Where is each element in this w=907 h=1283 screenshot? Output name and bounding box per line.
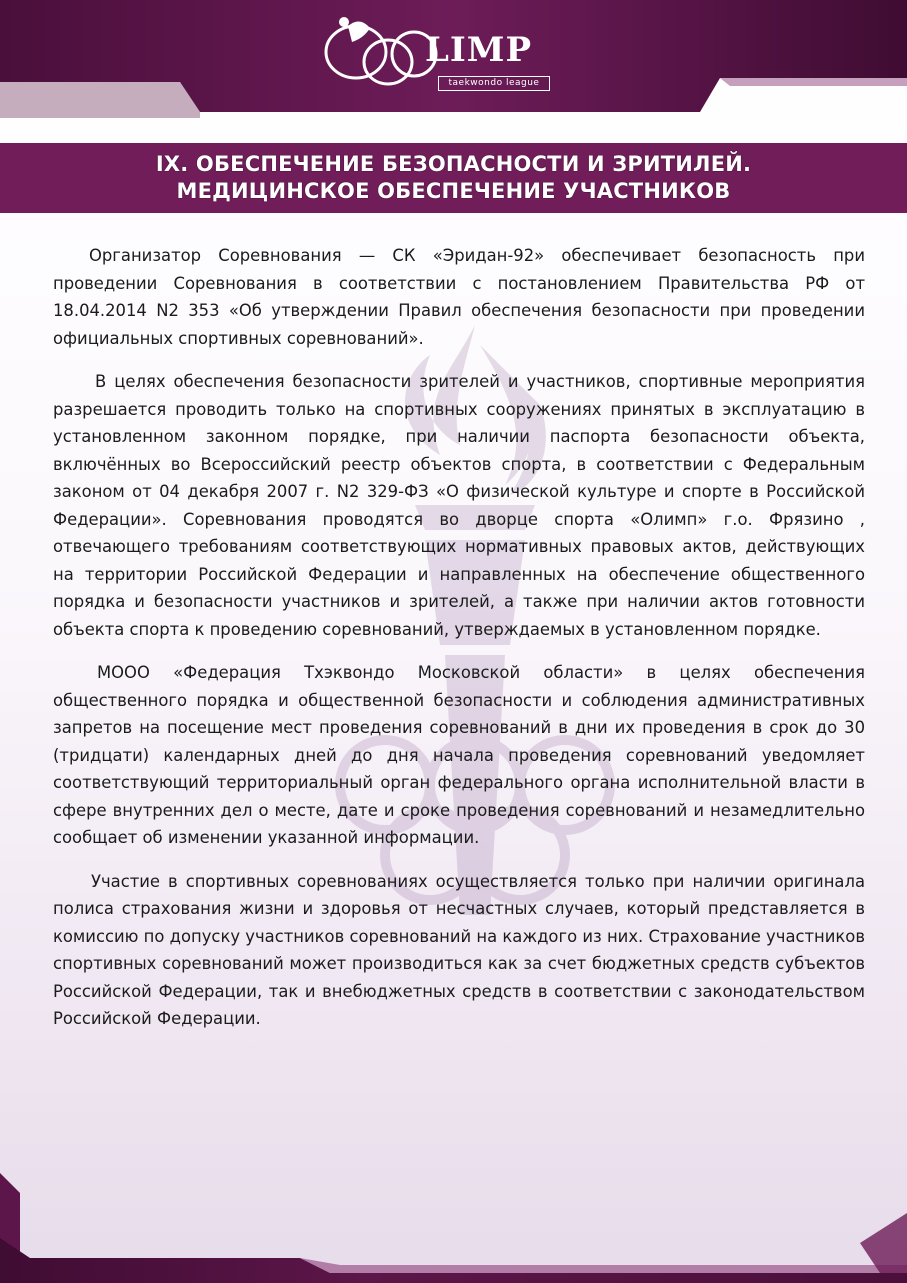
paragraph-organizer: Организатор Соревнования — СК «Эридан-92» обеспечивает безопасность при проведении Соревнования в соответствии с постановлением Правительства РФ от 18.04.2014 N2 353 «Об утверждении Правил обеспечения безопасности при проведении официальных спортивных соревнований».	[53, 246, 865, 348]
section-title-line2: МЕДИЦИНСКОЕ ОБЕСПЕЧЕНИЕ УЧАСТНИКОВ	[176, 179, 731, 203]
paragraph-insurance: Участие в спортивных соревнованиях осуществляется только при наличии оригинала полиса страхования жизни и здоровья от несчастных случаев, который представляется в комиссию по допуску участников соревнований на каждого из них. Страхование участников спортивных соревнований может производиться как за счет бюджетных средств субъектов Российской Федерации, так и внебюджетных средств в соответствии с законодательством Российской Федерации.	[53, 871, 865, 1028]
logo-wordmark: LIMP	[425, 30, 533, 70]
footer-decoration	[0, 1153, 907, 1283]
logo-tagline: taekwondo league	[438, 76, 550, 91]
section-title-band	[0, 143, 907, 213]
section-title-line1: IX. ОБЕСПЕЧЕНИЕ БЕЗОПАСНОСТИ И ЗРИТИЛЕЙ.	[155, 152, 752, 176]
document-body	[53, 242, 865, 1033]
paragraph-safety: В целях обеспечения безопасности зрителей и участников, спортивные мероприятия разрешается проводить только на спортивных сооружениях принятых в эксплуатацию в установленном законном порядке, при наличии паспорта безопасности объекта, включённых во Всероссийский реестр объектов спорта, в соответствии с Федеральным законом от 04 декабря 2007 г. N2 329-ФЗ «О физической культуре и спорте в Российской Федерации». Соревнования проводятся во дворце спорта «Олимп» г.о. Фрязино , отвечающего требованиям соответствующих нормативных правовых актов, действующих на территории Российской Федерации и направленных на обеспечение общественного порядка и безопасности участников и зрителей, а также при наличии актов готовности объекта спорта к проведению соревнований, утверждаемых в установленном порядке.	[53, 372, 865, 639]
paragraph-federation: МООО «Федерация Тхэквондо Московской области» в целях обеспечения общественного порядка и общественной безопасности и соблюдения административных запретов на посещение мест проведения соревнований в дни их проведения в срок до 30 (тридцати) календарных дней до дня начала проведения соревнований уведомляет соответствующий территориальный орган федерального органа исполнительной власти в сфере внутренних дел о месте, дате и сроке проведения соревнований и незамедлительно сообщает об изменении указанной информации.	[53, 663, 865, 847]
